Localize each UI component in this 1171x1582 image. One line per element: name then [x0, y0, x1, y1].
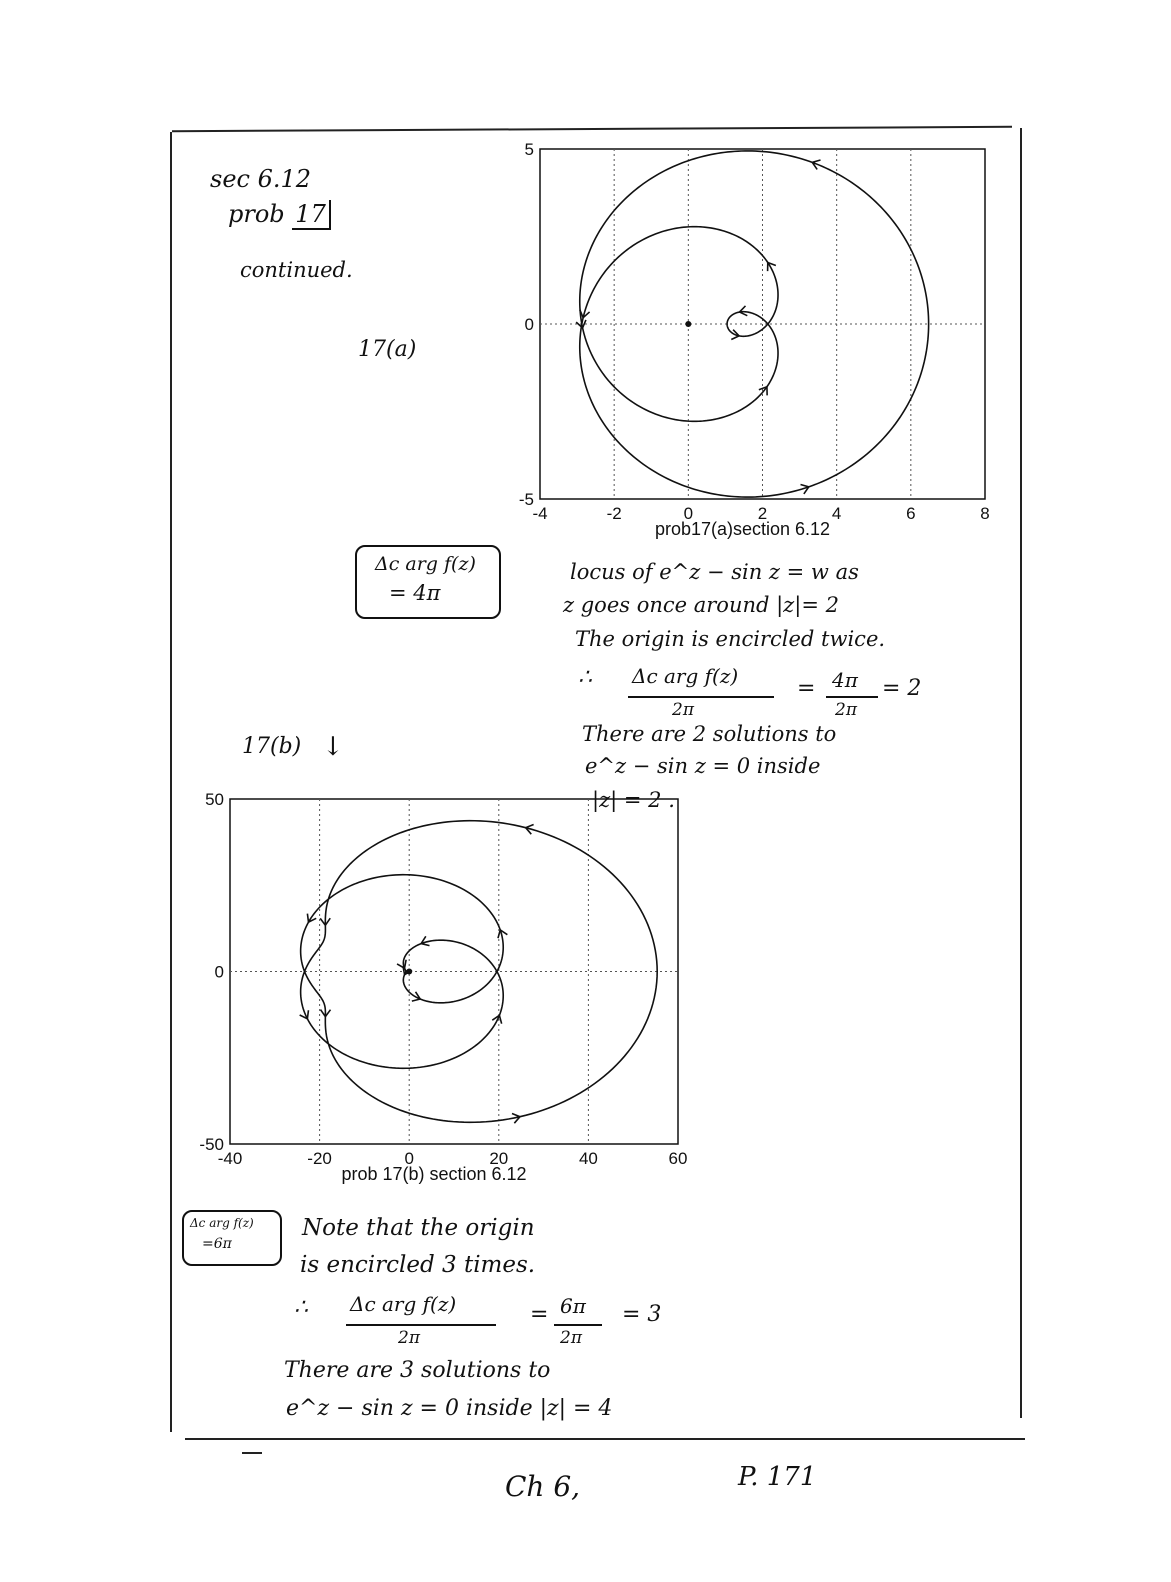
part-b-frac1-num: Δc arg f(z): [350, 1292, 457, 1316]
down-arrow-icon: ↓: [322, 732, 344, 762]
part-a-conclusion-3: |z| = 2 .: [592, 788, 675, 812]
part-b-eq2: = 3: [622, 1302, 662, 1327]
plot-a-ytick-label: 5: [524, 140, 534, 159]
plot-a-xtick-label: 6: [906, 504, 916, 523]
part-a-therefore: ∴: [578, 665, 592, 690]
part-b-frac2-line: [554, 1324, 602, 1326]
part-a-boxed-result: [355, 545, 501, 619]
plot-b-origin-marker: [406, 969, 412, 975]
part-a-note-1: locus of e^z − sin z = w as: [570, 560, 859, 584]
part-a-eq2: = 2: [882, 676, 922, 701]
part-b-eq1: =: [530, 1302, 549, 1327]
plot-a-xtick-label: -2: [606, 504, 622, 523]
part-b-note-1: Note that the origin: [302, 1215, 535, 1241]
page-frame-top: [172, 126, 1012, 132]
part-a-boxed-top: Δc arg f(z): [375, 553, 476, 575]
continued-note: continued.: [240, 258, 353, 282]
plot-b: [188, 785, 718, 1195]
chapter-label: Ch 6,: [505, 1470, 581, 1503]
plot-b-xtick-label: 20: [489, 1149, 509, 1168]
part-a-frac1-line: [628, 696, 774, 698]
part-b-frac1-den: 2π: [398, 1328, 420, 1348]
plot-b-ytick-label: 0: [214, 962, 224, 982]
plot-b-xlabel: prob 17(b) section 6.12: [341, 1164, 527, 1184]
part-a-conclusion-2: e^z − sin z = 0 inside: [585, 754, 821, 778]
part-a-eq1: =: [797, 676, 816, 701]
plot-a-xtick-label: 0: [683, 504, 694, 523]
plot-b-xtick-label: 0: [404, 1149, 414, 1168]
part-b-frac1-line: [346, 1324, 496, 1326]
part-b-boxed-result: [182, 1210, 282, 1266]
part-a-frac1-num: Δc arg f(z): [632, 664, 739, 688]
plot-b-xtick-label: -40: [217, 1149, 243, 1168]
part-a-frac1-den: 2π: [672, 700, 694, 720]
page-number: P. 171: [738, 1462, 817, 1492]
part-a-frac2-line: [826, 696, 878, 698]
plot-b-ytick-label: 50: [205, 790, 224, 809]
plot-b-ytick-label: -50: [199, 1135, 224, 1154]
plot-a-xlabel: prob17(a)section 6.12: [654, 519, 831, 539]
prob-number: 17: [292, 200, 331, 230]
prob-word: prob: [228, 200, 285, 228]
plot-b-locus-curve: [301, 821, 658, 1123]
prob-label: [228, 200, 331, 228]
page-frame-right: [1020, 128, 1022, 1418]
plot-a: [510, 135, 1000, 550]
part-a-label: 17(a): [358, 337, 417, 362]
part-b-frac2-den: 2π: [560, 1328, 582, 1348]
page-frame-left: [170, 132, 172, 1432]
plot-b-xtick-label: 60: [668, 1149, 688, 1168]
part-b-boxed-bottom: =6π: [202, 1236, 232, 1252]
part-a-note-2: z goes once around |z|= 2: [563, 593, 839, 617]
plot-a-xtick-label: 4: [831, 504, 842, 523]
part-a-frac2-num: 4π: [832, 668, 858, 692]
part-a-conclusion-1: There are 2 solutions to: [582, 722, 837, 746]
part-b-label: 17(b): [242, 734, 302, 759]
plot-a-ytick-label: 0: [524, 315, 534, 334]
plot-a-xtick-label: 2: [757, 504, 768, 523]
plot-a-xtick-label: 8: [980, 504, 990, 523]
part-b-frac2-num: 6π: [560, 1294, 586, 1318]
part-b-conclusion-2: e^z − sin z = 0 inside |z| = 4: [286, 1396, 613, 1421]
section-label: sec 6.12: [210, 165, 312, 193]
part-a-boxed-bottom: = 4π: [389, 581, 441, 605]
page-dash: [242, 1452, 262, 1454]
plot-a-ytick-label: -5: [518, 490, 534, 509]
part-b-note-2: is encircled 3 times.: [300, 1252, 536, 1278]
plot-b-xtick-label: 40: [578, 1149, 598, 1168]
part-a-note-3: The origin is encircled twice.: [575, 627, 886, 651]
part-a-frac2-den: 2π: [835, 700, 857, 720]
plot-a-xtick-label: -4: [532, 504, 548, 523]
part-b-conclusion-1: There are 3 solutions to: [284, 1358, 551, 1383]
plot-a-origin-marker: [685, 321, 691, 327]
part-b-therefore: ∴: [294, 1295, 308, 1320]
page-frame-bottom: [185, 1438, 1025, 1440]
plot-b-xtick-label: -20: [307, 1149, 332, 1168]
part-b-boxed-top: Δc arg f(z): [190, 1216, 254, 1230]
